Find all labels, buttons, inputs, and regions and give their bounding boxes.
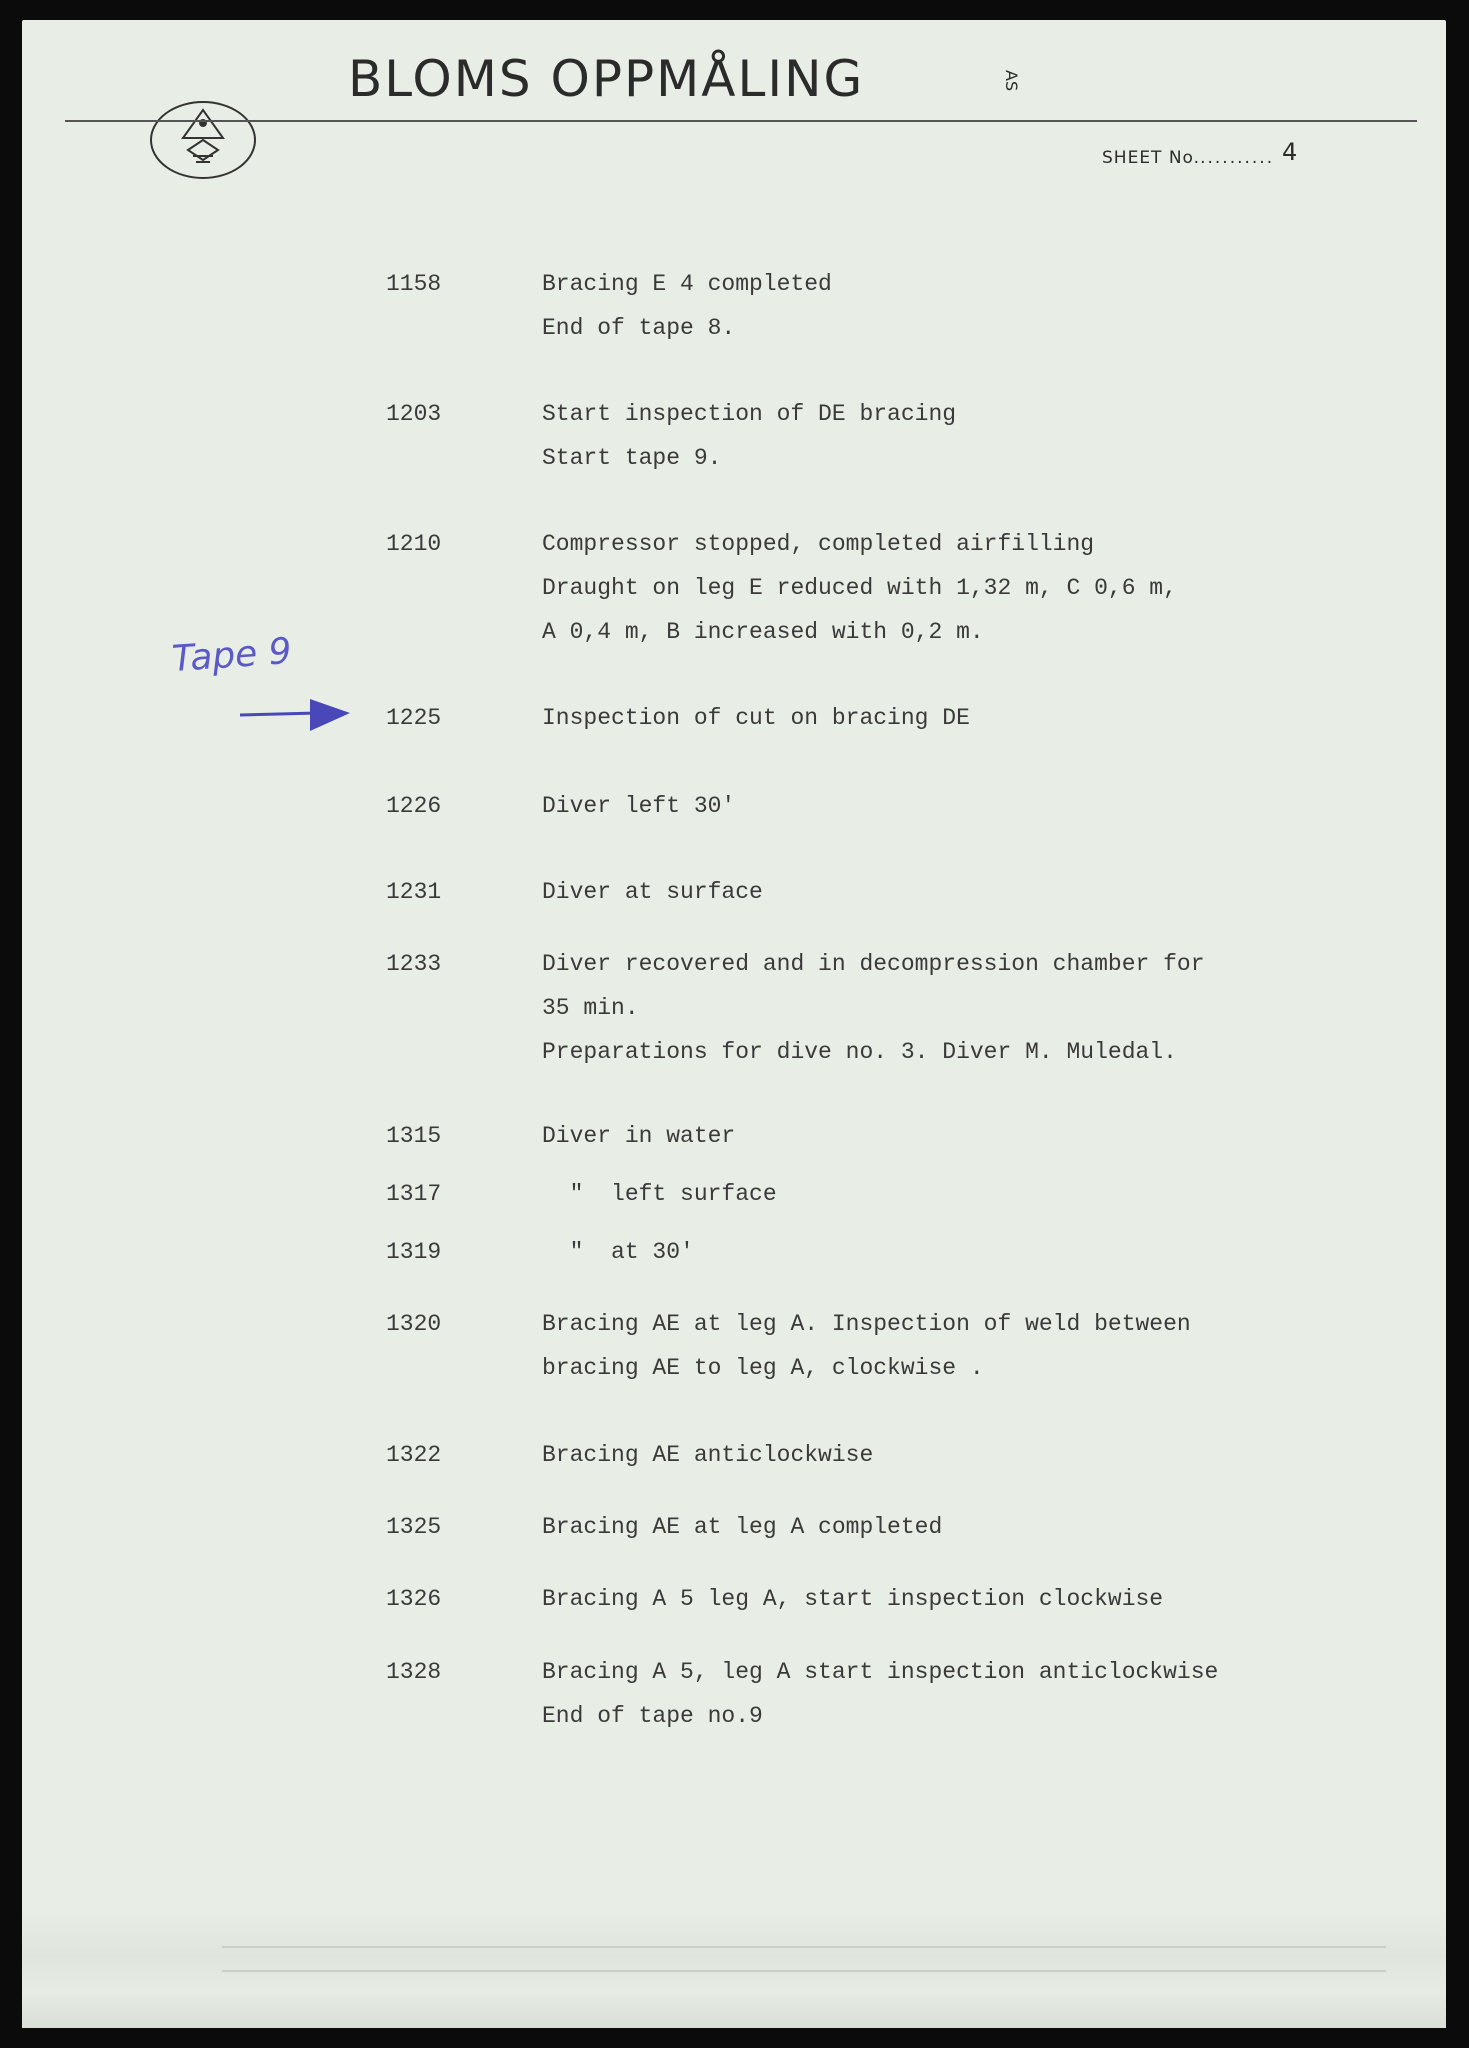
entry-text (542, 870, 763, 914)
entry-text (542, 1114, 735, 1158)
entry-line: Diver recovered and in decompression chamber for (542, 951, 1205, 977)
entry-line: Preparations for dive no. 3. Diver M. Muledal. (542, 1039, 1177, 1065)
page-bottom-band (22, 1908, 1446, 2028)
entry-time: 1319 (386, 1239, 442, 1265)
entry-line: Start tape 9. (542, 445, 722, 471)
entry-time: 1322 (386, 1442, 442, 1468)
entry-text (542, 784, 735, 828)
entry-text (542, 1650, 1218, 1738)
sheet-number: 4 (1282, 138, 1298, 166)
entry-line: Diver left 30' (542, 793, 736, 819)
entry-text (542, 942, 1205, 1074)
entry-text (542, 262, 832, 350)
entry-text (542, 1505, 942, 1549)
entry-text (542, 1577, 1163, 1621)
entry-time: 1315 (386, 1123, 442, 1149)
entry-time: 1326 (386, 1586, 442, 1612)
entry-time: 1226 (386, 793, 442, 819)
header-rule (65, 120, 1417, 122)
entry-line: Bracing A 5 leg A, start inspection clockwise (542, 1586, 1164, 1612)
sheet-dots: .......... (1200, 148, 1275, 168)
handwritten-arrow-icon (238, 695, 353, 735)
entry-time: 1225 (386, 705, 442, 731)
company-suffix: AS (1002, 70, 1021, 92)
entry-line: Diver at surface (542, 879, 763, 905)
entry-time: 1233 (386, 951, 442, 977)
entry-time: 1158 (386, 271, 442, 297)
band-line (222, 1946, 1386, 1948)
entry-line: Bracing AE anticlockwise (542, 1442, 874, 1468)
entry-line: Inspection of cut on bracing DE (542, 705, 970, 731)
company-logo-icon (138, 88, 268, 188)
entry-time: 1325 (386, 1514, 442, 1540)
entry-line: Draught on leg E reduced with 1,32 m, C 0,6 m, (542, 575, 1177, 601)
band-line (222, 1970, 1386, 1972)
entry-line: Bracing AE at leg A. Inspection of weld between (542, 1311, 1191, 1337)
entry-line: Diver in water (542, 1123, 736, 1149)
entry-time: 1210 (386, 531, 442, 557)
entry-text (542, 1302, 1191, 1390)
entry-time: 1328 (386, 1659, 442, 1685)
entry-time: 1203 (386, 401, 442, 427)
entry-text (542, 1230, 694, 1274)
entry-line: 35 min. (542, 995, 639, 1021)
entry-time: 1317 (386, 1181, 442, 1207)
entry-line: Compressor stopped, completed airfilling (542, 531, 1095, 557)
entry-time: 1231 (386, 879, 442, 905)
entry-line: Bracing E 4 completed (542, 271, 832, 297)
entry-text (542, 1433, 873, 1477)
entry-line: bracing AE to leg A, clockwise . (542, 1355, 984, 1381)
entry-line: " at 30' (542, 1239, 694, 1265)
entry-line: Bracing A 5, leg A start inspection anticlockwise (542, 1659, 1219, 1685)
entry-text (542, 1172, 777, 1216)
sheet-number-field (1102, 138, 1298, 168)
company-name: BLOMS OPPMÅLING (348, 50, 865, 108)
entry-line: Start inspection of DE bracing (542, 401, 957, 427)
entry-time: 1320 (386, 1311, 442, 1337)
entry-line: Bracing AE at leg A completed (542, 1514, 943, 1540)
entry-line: End of tape 8. (542, 315, 736, 341)
sheet-label: SHEET No. (1102, 148, 1201, 168)
entry-line: A 0,4 m, B increased with 0,2 m. (542, 619, 984, 645)
entry-text (542, 522, 1177, 654)
entry-text (542, 696, 970, 740)
handwritten-note: Tape 9 (170, 630, 293, 681)
entry-line: End of tape no.9 (542, 1703, 763, 1729)
entry-text (542, 392, 956, 480)
entry-line: " left surface (542, 1181, 777, 1207)
